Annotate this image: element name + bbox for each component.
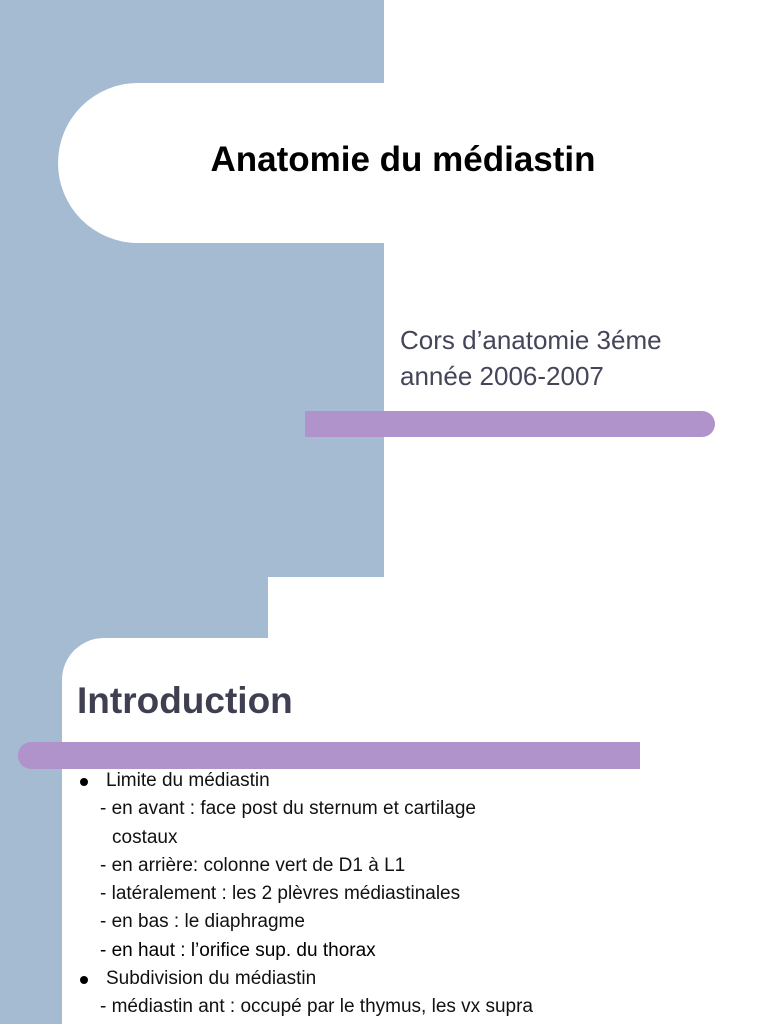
bullet-item (78, 767, 758, 795)
bullet-text: Subdivision du médiastin (106, 968, 317, 990)
sub-item: - en avant : face post du sternum et cartilage (100, 798, 476, 820)
sub-item: - médiastin ant : occupé par le thymus, les vx supra (100, 996, 533, 1018)
sub-item: - en haut : l’orifice sup. du thorax (100, 939, 376, 961)
bullet-dot-icon (80, 778, 88, 786)
accent-bar-top (305, 411, 715, 437)
sub-item: - latéralement : les 2 plèvres médiastinales (100, 883, 461, 905)
subtitle-line: Cors d’anatomie 3éme (400, 325, 662, 355)
subtitle-line: année 2006-2007 (400, 361, 604, 391)
bullet-list (78, 767, 758, 1022)
bullet-text: Limite du médiastin (106, 770, 270, 791)
bullet-item (78, 965, 758, 993)
accent-bar-bottom (18, 742, 640, 769)
slide-subtitle (400, 322, 760, 394)
bullet-dot-icon (80, 976, 88, 984)
sub-item: - en arrière: colonne vert de D1 à L1 (100, 854, 406, 876)
slide-title: Anatomie du médiastin (210, 140, 596, 179)
sub-item: costaux (112, 826, 178, 848)
sub-item: - en bas : le diaphragme (100, 911, 305, 933)
section-title: Introduction (77, 680, 293, 721)
